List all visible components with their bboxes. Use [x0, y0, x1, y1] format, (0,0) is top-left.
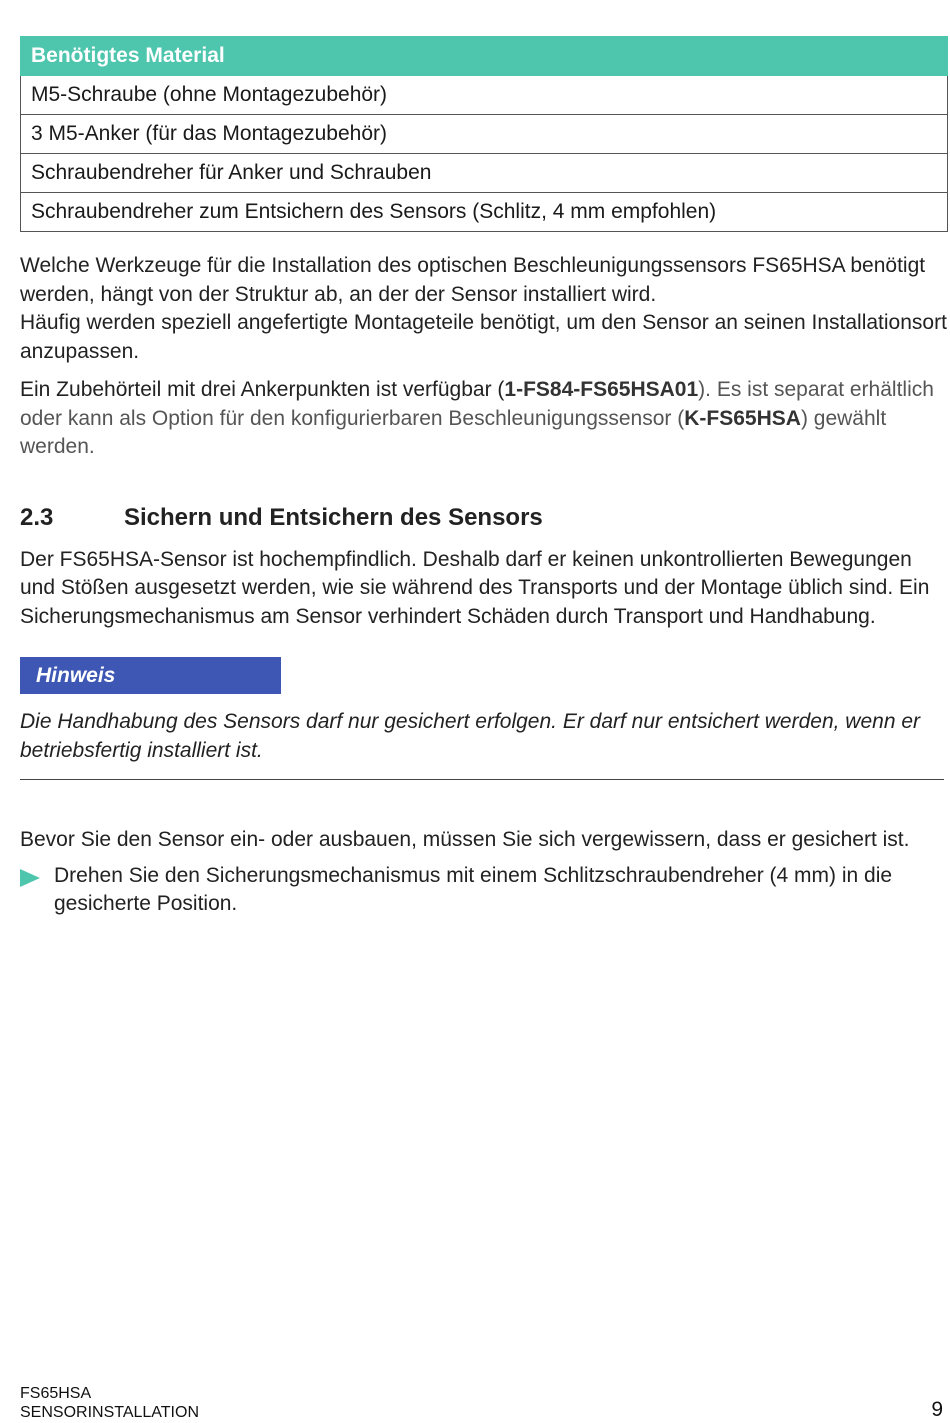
note-divider [20, 779, 944, 780]
instruction-step [20, 862, 948, 919]
accessory-text-3: ) gewählt werden. [20, 406, 887, 458]
table-row [21, 154, 948, 193]
triangle-right-icon [20, 862, 54, 919]
material-table-header-row [21, 37, 948, 76]
accessory-text-1: Ein Zubehörteil mit drei Ankerpunkten ist verfügbar ( [20, 378, 505, 401]
section-title: Sichern und Entsichern des Sensors [124, 503, 543, 531]
table-cell: 3 M5-Anker (für das Montagezubehör) [21, 115, 948, 154]
section-body: Der FS65HSA-Sensor ist hochempfindlich. Deshalb darf er keinen unkontrollierten Bewegungen und Stößen ausgesetzt werden, wie sie während des Transports und der Montage üblich sind. Ein Sicherungsmechanismus am Sensor verhindert Schäden durch Transport und Handhabung. [20, 547, 930, 628]
table-cell: Schraubendreher zum Entsichern des Sensors (Schlitz, 4 mm empfohlen) [21, 193, 948, 232]
accessory-paragraph [20, 376, 948, 462]
page-content [20, 36, 948, 919]
material-table [20, 36, 948, 232]
note-label: Hinweis [20, 657, 281, 694]
footer-chapter: SENSORINSTALLATION [20, 1404, 199, 1421]
section-heading [20, 502, 948, 534]
table-row [21, 193, 948, 232]
table-cell: Schraubendreher für Anker und Schrauben [21, 154, 948, 193]
accessory-order-code: 1-FS84-FS65HSA01 [504, 378, 699, 401]
table-cell: M5-Schraube (ohne Montagezubehör) [21, 76, 948, 115]
step-text: Drehen Sie den Sicherungsmechanismus mit einem Schlitzschraubendreher (4 mm) in die gesicherte Position. [54, 863, 893, 915]
intro-paragraph [20, 252, 948, 366]
table-row [21, 115, 948, 154]
note-text: Die Handhabung des Sensors darf nur gesichert erfolgen. Er darf nur entsichert werden, wenn er betriebsfertig installiert ist. [20, 710, 921, 762]
page-number: 9 [931, 1398, 943, 1421]
material-table-header: Benötigtes Material [21, 37, 948, 76]
table-row [21, 76, 948, 115]
sensor-order-code: K-FS65HSA [684, 406, 801, 430]
before-text: Bevor Sie den Sensor ein- oder ausbauen, müssen Sie sich vergewissern, dass er gesichert ist. [20, 828, 910, 851]
intro-line-2: Häufig werden speziell angefertigte Montageteile benötigt, um den Sensor an seinen Installationsort anzupassen. [20, 311, 947, 363]
footer [20, 1384, 199, 1422]
footer-product: FS65HSA [20, 1385, 92, 1402]
accessory-text-2: ). Es ist separat erhältlich oder kann als Option für den konfigurierbaren Beschleunigungssensor ( [20, 378, 934, 430]
intro-line-1: Welche Werkzeuge für die Installation des optischen Beschleunigungssensors FS65HSA benötigt werden, hängt von der Struktur ab, an der der Sensor installiert wird. [20, 254, 926, 306]
section-number: 2.3 [20, 503, 54, 531]
